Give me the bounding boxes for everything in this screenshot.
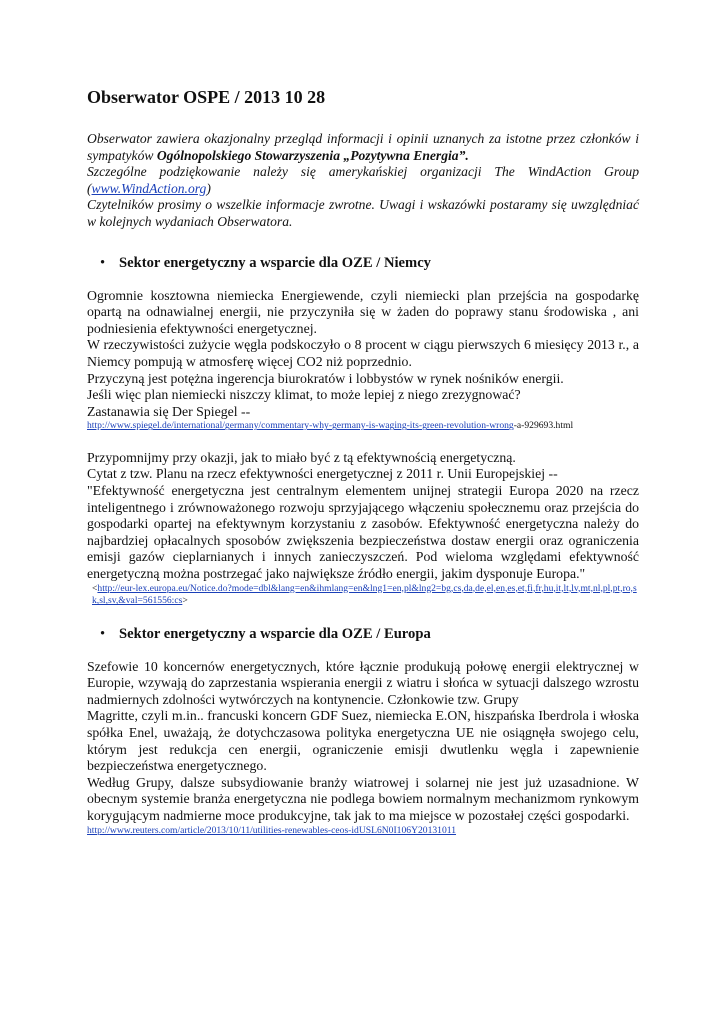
spiegel-link-tail: -a-929693.html (513, 420, 574, 432)
reuters-link-line (87, 825, 639, 838)
windaction-link[interactable]: www.WindAction.org (91, 180, 207, 196)
paragraph: Przyczyną jest potężna ingerencja biurokratów i lobbystów w rynek nośników energii. (87, 370, 564, 386)
intro-text: Obserwator zawiera okazjonalny przegląd informacji i opinii uznanych za istotne przez członków i sympatyków (87, 131, 639, 163)
eurlex-link[interactable]: http://eur-lex.europa.eu/Notice.do?mode=dbl&lang=en&ihmlang=en&lng1=en,pl&lng2=bg,cs,da,de,el,en,es,et,fi,fr,hu,it,lt,lv,mt,nl,pl,pt,ro,sk,sl,sv,&val=561556:cs (92, 582, 637, 607)
paragraph: Magritte, czyli m.in.. francuski koncern GDF Suez, niemiecka E.ON, hiszpańska Iberdrola i włoska spółka Enel, uważają, że dotychczasowa polityka energetyczna UE nie osiągnęła swojego celu, którym jest redukcja cen energii, ograniczenie emisji dwutlenku węgla i zapewnienie bezpieczeństwa energetycznego. (87, 708, 639, 774)
paragraph: W rzeczywistości zużycie węgla podskoczyło o 8 procent w ciągu pierwszych 6 miesięcy 2013 r., a Niemcy pompują w atmosferę więcej CO2 niż poprzednio. (87, 337, 639, 369)
section-heading-europe (87, 625, 639, 643)
intro-paragraph-2 (87, 164, 639, 197)
bullet-icon: • (100, 254, 106, 271)
section-europe-body (87, 659, 639, 837)
angle-close: > (182, 595, 188, 607)
page-title: Obserwator OSPE / 2013 10 28 (87, 87, 326, 107)
angle-open: < (92, 582, 98, 594)
paragraph: Zastanawia się Der Spiegel -- (87, 403, 251, 419)
section-heading-germany (87, 254, 639, 272)
paragraph: Jeśli więc plan niemiecki niszczy klimat, to może lepiej z niego zrezygnować? (87, 387, 521, 403)
paragraph: Według Grupy, dalsze subsydiowanie branży wiatrowej i solarnej nie jest już uzasadnione. W obecnym systemie branża energetyczna nie podlega bowiem normalnym mechanizmom rynkowym korygującym nadmierne moce produkcyjne, tak jak to ma miejsce w pozostałej części gospodarki. (87, 774, 639, 823)
intro-block (87, 131, 639, 231)
intro-text: Szczególne podziękowanie należy się amerykańskiej organizacji The WindAction Group ( (87, 164, 639, 196)
eurlex-link-line (87, 583, 639, 608)
spiegel-link[interactable]: http://www.spiegel.de/international/germany/commentary-why-germany-is-waging-its-green-revolution-wrong (87, 420, 514, 432)
paragraph: Przypomnijmy przy okazji, jak to miało być z tą efektywnością energetyczną. (87, 449, 516, 465)
quote-paragraph: "Efektywność energetyczna jest centralnym elementem unijnej strategii Europa 2020 na rzecz inteligentnego i zrównoważonego rozwoju sprzyjającego włączeniu społecznemu oraz przejścia do gospodarki opartej na efektywnym korzystaniu z zasobów. Efektywność energetyczna należy do najbardziej opłacalnych sposobów zwiększenia bezpieczeństwa dostaw energii oraz ograniczenia emisji gazów cieplarnianych i innych zanieczyszczeń. Pod wieloma względami efektywność energetyczną można postrzegać jako największe źródło energii, jakim dysponuje Europa." (87, 483, 639, 581)
section-title: Sektor energetyczny a wsparcie dla OZE / Europa (119, 625, 431, 642)
paragraph: Szefowie 10 koncernów energetycznych, które łącznie produkują połowę energii elektrycznej w Europie, wzywają do zaprzestania wspierania energii z wiatru i słońca w sytuacji dalszego wzrostu nadmiernych zdolności wytwórczych na kontynencie. Członkowie tzw. Grupy (87, 658, 639, 707)
paragraph: Cytat z tzw. Planu na rzecz efektywności energetycznej z 2011 r. Unii Europejskiej -- (87, 466, 558, 482)
document-page (87, 86, 639, 837)
bullet-icon: • (100, 625, 106, 642)
section-title: Sektor energetyczny a wsparcie dla OZE / Niemcy (119, 254, 431, 271)
reuters-link[interactable]: http://www.reuters.com/article/2013/10/11/utilities-renewables-ceos-idUSL6N0I106Y20131011 (87, 824, 457, 836)
section-germany-body (87, 288, 639, 608)
intro-paragraph-1 (87, 131, 639, 164)
intro-text: ) (206, 180, 211, 196)
intro-paragraph-3: Czytelników prosimy o wszelkie informacje zwrotne. Uwagi i wskazówki postaramy się uwzględniać w kolejnych wydaniach Obserwatora. (87, 197, 639, 229)
association-name: Ogólnopolskiego Stowarzyszenia „Pozytywna Energia”. (156, 147, 469, 163)
paragraph: Ogromnie kosztowna niemiecka Energiewende, czyli niemiecki plan przejścia na gospodarkę opartą na odnawialnej energii, nie przyczyniła się w żaden do poprawy stanu środowiska , ani podniesienia efektywności energetycznej. (87, 287, 639, 336)
spiegel-link-line (87, 420, 639, 433)
